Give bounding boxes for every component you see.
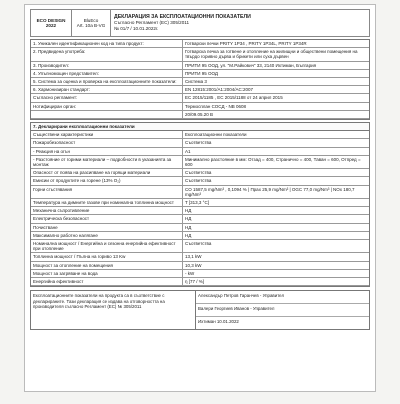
col-characteristics: Съществени характеристики <box>31 131 183 138</box>
performance-value: Минимално разстояние в мм: Отзад = 400, Странично = 400, Таван = 600, Отпред = 600 <box>185 156 361 168</box>
characteristic: Топлинна мощност / Пълна на гориво 13 Kw <box>31 253 183 260</box>
section-label: 4. Упълномощен представител: <box>31 70 183 77</box>
title-cell <box>111 10 369 36</box>
section-row <box>31 86 369 94</box>
performance-value: НД <box>185 216 192 222</box>
table-row <box>31 156 369 169</box>
section-row <box>31 94 369 102</box>
characteristic: Мощност за загряване на вода <box>31 270 183 277</box>
section-row <box>31 103 369 111</box>
performance-value: T [313,3 °C] <box>185 200 209 206</box>
performance-value: Съответства <box>185 178 212 184</box>
signatory-1: Александър Петров Гаранчев - Управител <box>196 291 369 304</box>
performance-value: 10,3 kW <box>185 262 202 268</box>
model-cell <box>72 10 111 36</box>
col-performance: Експлоатационни показатели <box>185 132 247 138</box>
section-value: EN 12815:2001/A1:2004/AC:2007 <box>185 87 254 93</box>
section-row <box>31 40 369 48</box>
sections <box>30 39 370 120</box>
characteristic: Мощност за отопление на помещения <box>31 262 183 269</box>
table-row <box>31 215 369 223</box>
section-label: 5. Система за оценка и проверка на експлоатационните показатели: <box>31 78 183 85</box>
table-title: 7. Декларирани експлоатационни показатели <box>31 123 369 131</box>
section-label: 1. Уникален идентификационен код на типа продукт: <box>31 40 183 47</box>
characteristic: Механична съпротивление <box>31 207 183 214</box>
doc-title: ДЕКЛАРАЦИЯ ЗА ЕКСПЛОАТАЦИОННИ ПОКАЗАТЕЛИ <box>114 13 251 20</box>
table-row <box>31 199 369 207</box>
section-row <box>31 62 369 70</box>
characteristic: Номинална мощност / Енергийна и сезонна енергийна ефективност при отопление <box>31 240 183 252</box>
characteristic: Електрическа безопасност <box>31 215 183 222</box>
table-row <box>31 262 369 270</box>
section-row <box>31 70 369 78</box>
section-value: ПРИТИ 95 ООД <box>185 70 218 76</box>
doc-ref: № 01/7 / 10.01.2022г. <box>114 25 159 31</box>
doc-subtitle: Съгласно Регламент (ЕС) 305/2011 <box>114 20 190 26</box>
section-label: Съгласно регламент: <box>31 94 183 101</box>
characteristic: - Разстояние от горими материали – подробности в указанията за монтаж <box>31 156 183 168</box>
header <box>30 9 370 37</box>
performance-value: НД <box>185 224 192 230</box>
eco-year: 2022 <box>45 23 57 28</box>
section-value: Готварска печка за готвене и отопление на жилищни и обществени помещения на твърдо горивно дърва и брикети или суха дървен <box>185 49 358 60</box>
section-value: Система 3 <box>185 79 207 85</box>
section-value: Готварски печки PRITY 1P34 , PRITY 1P34L, PRITY 1P34R <box>185 41 307 46</box>
table-row <box>31 278 369 286</box>
table-row <box>31 224 369 232</box>
table-row <box>31 177 369 185</box>
signature-block <box>30 290 370 330</box>
performance-value: Съответства <box>185 140 212 146</box>
section-row <box>31 78 369 86</box>
table-row <box>31 207 369 215</box>
section-label <box>31 111 183 118</box>
eco-text: ECO DESIGN <box>36 17 66 23</box>
signature-statement: Експлоатационните показатели на продукта са в съответствие с декларираните. Тази декларация се издава на отговорността на производителя съгласно Регламент (ЕС) № 305/2011 <box>31 291 196 329</box>
table-row <box>31 232 369 240</box>
signatory-2: Валери Георгиев Иванов - Управител <box>196 304 369 317</box>
performance-value: CO 1587,5 mg/Nm³ , 0,1094 % | Прах 25,9 mg/Nm³ | OGC 77,0 mg/Nm³ | NOx 180,7 mg/Nm³ <box>185 186 355 197</box>
performance-value: А1 <box>185 148 191 154</box>
characteristic: Температура на димните газове при номинална топлинна мощност <box>31 199 183 206</box>
table-row <box>31 253 369 261</box>
section-value: 20/09.05.20 В <box>185 111 214 117</box>
table-row <box>31 270 369 278</box>
section-value: Термосплан СОСД - NB 0608 <box>185 103 247 109</box>
table-row <box>31 240 369 253</box>
table-row <box>31 186 369 199</box>
declaration-page <box>24 4 376 392</box>
section-row <box>31 111 369 119</box>
characteristic: Максимално работно налягане <box>31 232 183 239</box>
characteristic: - Реакция на огън <box>31 148 183 155</box>
performance-value: η [77 / %] <box>185 279 205 285</box>
section-label: 2. Предвидена употреба: <box>31 48 183 60</box>
characteristic: Пожаробезопасност <box>31 139 183 146</box>
table-row <box>31 169 369 177</box>
section-label: 6. Хармонизиран стандарт: <box>31 86 183 93</box>
performance-value: Съответства <box>185 241 212 247</box>
performance-value: 13,1 kW <box>185 254 202 260</box>
performance-value: НД <box>185 208 192 214</box>
table-row <box>31 139 369 147</box>
signature-date: Ихтиман 10.01.2022 <box>198 319 239 325</box>
section-value: ЕС 2015/1185 , ЕС 2015/1188 от 24 април 2015 <box>185 95 283 101</box>
performance-value: НД <box>185 232 192 238</box>
table-row <box>31 148 369 156</box>
model-art: Art. 10a В-VG <box>76 23 106 28</box>
section-value: ПРИТИ 95 ООД, ул. "М.Райкович" 33, 2140 Ихтиман, България <box>185 62 317 68</box>
performance-table <box>30 122 370 287</box>
model-name: BluEco <box>83 17 99 23</box>
characteristic: Емисии от продуктите на горене (13% O₂) <box>31 177 183 184</box>
characteristic: Опасност от поява на разсипване на горящи материали <box>31 169 183 176</box>
characteristic: Почистване <box>31 224 183 231</box>
performance-value: Съответства <box>185 170 212 176</box>
table-header-row <box>31 131 369 139</box>
section-row <box>31 48 369 61</box>
section-label: 3. Производител: <box>31 62 183 69</box>
eco-design-logo <box>31 10 72 36</box>
performance-value: - kW <box>185 270 195 276</box>
characteristic: Енергийна ефективност <box>31 278 183 285</box>
section-label: Нотифициран орган: <box>31 103 183 110</box>
characteristic: Горни сгъстявания <box>31 186 183 198</box>
